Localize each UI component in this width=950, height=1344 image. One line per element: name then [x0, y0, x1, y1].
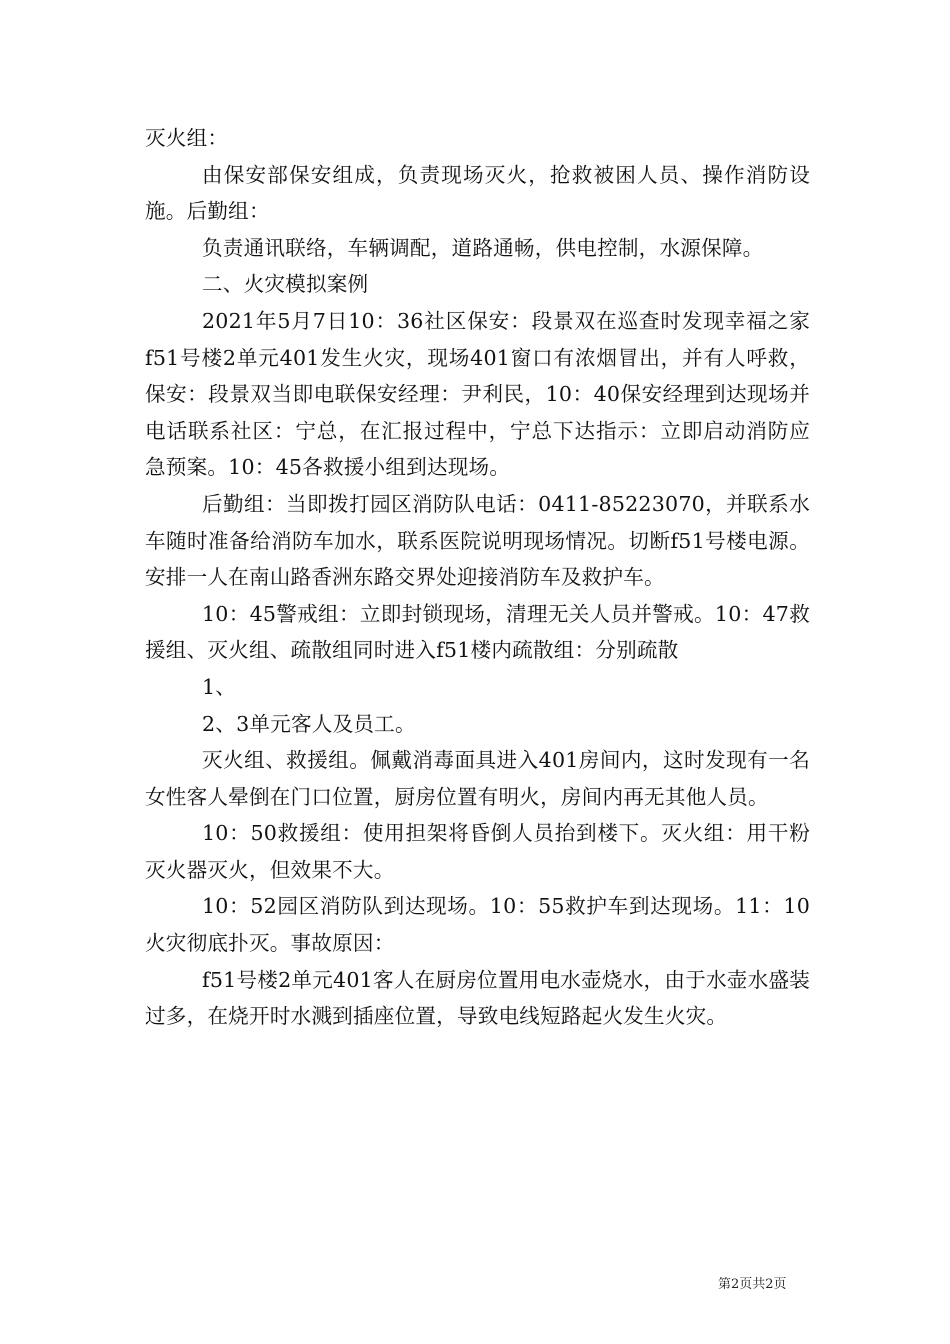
paragraph-list-item-1: 1、: [202, 674, 237, 699]
paragraph-incident-report: 2021年5月7日10：36社区保安：段景双在巡查时发现幸福之家f51号楼2单元401发生火灾，现场401窗口有浓烟冒出，并有人呼救，保安：段景双当即电联保安经理：尹利民，10：40保安经理到达现场并电话联系社区：宁总，在汇报过程中，宁总下达指示：立即启动消防应急预案。10：45各救援小组到达现场。: [145, 308, 810, 480]
paragraph-list-item-2: 2、3单元客人及员工。: [202, 711, 416, 736]
paragraph-rescue-entry: 灭火组、救援组。佩戴消毒面具进入401房间内，这时发现有一名女性客人晕倒在门口位置，厨房位置有明火，房间内再无其他人员。: [145, 748, 810, 809]
paragraph-fire-team-duty: 由保安部保安组成，负责现场灭火，抢救被困人员、操作消防设施。后勤组：: [145, 162, 810, 224]
paragraph-fire-team-heading: 灭火组：: [145, 126, 229, 150]
paragraph-logistics-action: 后勤组：当即拨打园区消防队电话：0411-85223070，并联系水车随时准备给消防车加水，联系医院说明现场情况。切断f51号楼电源。安排一人在南山路香洲东路交界处迎接消防车及救护车。: [145, 491, 810, 590]
paragraph-fire-extinguished: 10：52园区消防队到达现场。10：55救护车到达现场。11：10火灾彻底扑灭。事故原因：: [145, 894, 810, 956]
document-body: [145, 120, 810, 1035]
paragraph-accident-cause: f51号楼2单元401客人在厨房位置用电水壶烧水，由于水壶水盛装过多，在烧开时水溅到插座位置，导致电线短路起火发生火灾。: [145, 967, 810, 1029]
section-heading-fire-simulation: 二、火灾模拟案例: [202, 272, 369, 297]
page-number: 第2页共2页: [718, 1277, 787, 1292]
paragraph-logistics-duty: 负责通讯联络，车辆调配，道路通畅，供电控制，水源保障。: [202, 235, 764, 260]
paragraph-rescue-action: 10：50救援组：使用担架将昏倒人员抬到楼下。灭火组：用干粉灭火器灭火，但效果不大。: [145, 821, 810, 882]
paragraph-cordon-evacuation: 10：45警戒组：立即封锁现场，清理无关人员并警戒。10：47救援组、灭火组、疏散组同时进入f51楼内疏散组：分别疏散: [145, 601, 810, 663]
